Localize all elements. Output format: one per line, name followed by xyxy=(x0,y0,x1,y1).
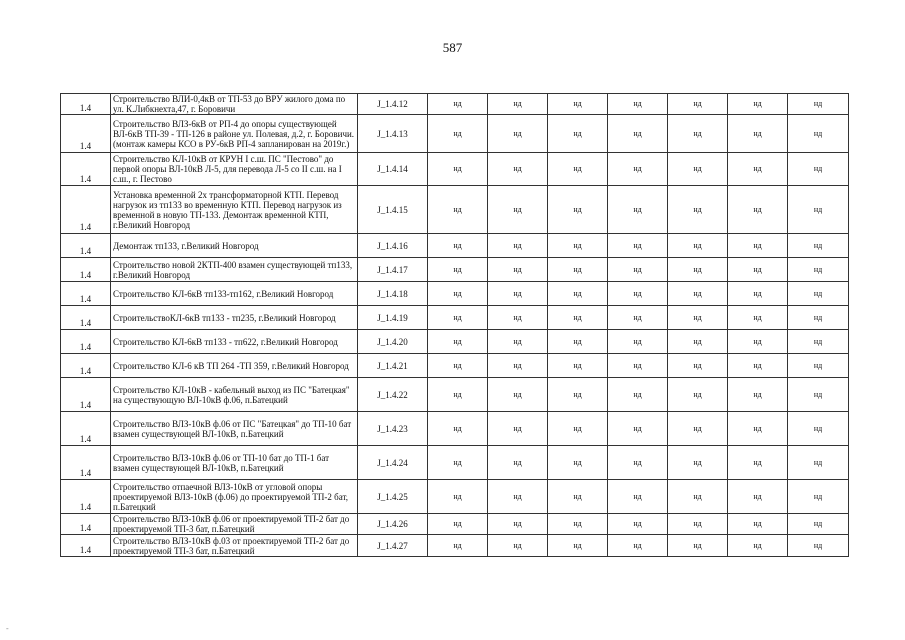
project-name-text: Строительство ВЛИ-0,4кВ от ТП-53 до ВРУ жилого дома по ул. К.Либкнехта,47, г. Боровичи xyxy=(113,94,346,114)
project-code-cell: J_1.4.25 xyxy=(358,480,428,514)
table-row xyxy=(61,258,849,282)
value-cell: нд xyxy=(668,153,728,186)
value-cell: нд xyxy=(608,94,668,115)
value-cell: нд xyxy=(788,115,849,153)
value-cell: нд xyxy=(668,306,728,330)
value-cell: нд xyxy=(548,306,608,330)
value-cell: нд xyxy=(788,234,849,258)
value-cell: нд xyxy=(608,258,668,282)
value-cell: нд xyxy=(788,412,849,446)
section-cell: 1.4 xyxy=(61,535,111,557)
table-row xyxy=(61,153,849,186)
value-cell: нд xyxy=(428,186,488,234)
project-name-cell xyxy=(111,115,358,153)
section-cell: 1.4 xyxy=(61,234,111,258)
value-cell: нд xyxy=(488,153,548,186)
table-row xyxy=(61,378,849,412)
section-cell: 1.4 xyxy=(61,378,111,412)
value-cell: нд xyxy=(668,354,728,378)
value-cell: нд xyxy=(608,412,668,446)
project-code-cell: J_1.4.23 xyxy=(358,412,428,446)
value-cell: нд xyxy=(608,480,668,514)
project-code-cell: J_1.4.14 xyxy=(358,153,428,186)
project-name-cell xyxy=(111,258,358,282)
value-cell: нд xyxy=(608,354,668,378)
value-cell: нд xyxy=(668,480,728,514)
value-cell: нд xyxy=(728,354,788,378)
section-cell: 1.4 xyxy=(61,306,111,330)
project-code-cell: J_1.4.20 xyxy=(358,330,428,354)
project-code-cell: J_1.4.26 xyxy=(358,514,428,535)
value-cell: нд xyxy=(608,446,668,480)
value-cell: нд xyxy=(728,446,788,480)
table-row xyxy=(61,115,849,153)
project-name-text: Строительство КЛ-10кВ - кабельный выход из ПС "Батецкая" на существующую ВЛ-10кВ ф.06, п.Батецкий xyxy=(113,384,350,405)
value-cell: нд xyxy=(728,258,788,282)
value-cell: нд xyxy=(668,94,728,115)
section-cell: 1.4 xyxy=(61,514,111,535)
value-cell: нд xyxy=(488,234,548,258)
value-cell: нд xyxy=(428,446,488,480)
value-cell: нд xyxy=(548,94,608,115)
value-cell: нд xyxy=(788,446,849,480)
value-cell: нд xyxy=(668,258,728,282)
value-cell: нд xyxy=(608,115,668,153)
section-cell: 1.4 xyxy=(61,258,111,282)
project-name-cell xyxy=(111,412,358,446)
page-number: 587 xyxy=(442,40,463,55)
project-name-text: Строительство ВЛЗ-10кВ ф.03 от проектируемой ТП-2 бат до проектируемой ТП-3 бат, п.Батецкий xyxy=(113,535,350,556)
project-name-text: Строительство ВЛЗ-6кВ от РП-4 до опоры существующей ВЛ-6кВ ТП-39 - ТП-126 в районе ул. Полевая, д.2, г. Боровичи. (монтаж камеры КСО в РУ-6кВ РП-4 запланирован на 2019г.) xyxy=(113,118,355,149)
value-cell: нд xyxy=(488,378,548,412)
value-cell: нд xyxy=(548,378,608,412)
project-name-text: Строительство отпаечной ВЛЗ-10кВ от угловой опоры проектируемой ВЛЗ-10кВ (ф.06) до проектируемой ТП-2 бат, п.Батецкий xyxy=(113,481,349,512)
value-cell: нд xyxy=(728,115,788,153)
project-name-cell xyxy=(111,282,358,306)
value-cell: нд xyxy=(488,115,548,153)
value-cell: нд xyxy=(668,330,728,354)
project-name-cell xyxy=(111,94,358,115)
project-name-cell xyxy=(111,330,358,354)
project-name-text: Строительство ВЛЗ-10кВ ф.06 от ПС "Батецкая" до ТП-10 бат взамен существующей ВЛ-10кВ, п.Батецкий xyxy=(113,418,352,439)
value-cell: нд xyxy=(548,514,608,535)
value-cell: нд xyxy=(428,535,488,557)
project-name-cell xyxy=(111,234,358,258)
project-name-text: Строительство КЛ-10кВ от КРУН I с.ш. ПС "Пестово" до первой опоры ВЛ-10кВ Л-5, для перевода Л-5 со II с.ш. на I с.ш., г. Пестово xyxy=(113,154,342,184)
project-name-cell xyxy=(111,354,358,378)
value-cell: нд xyxy=(788,258,849,282)
value-cell: нд xyxy=(728,94,788,115)
value-cell: нд xyxy=(488,330,548,354)
project-name-cell xyxy=(111,186,358,234)
value-cell: нд xyxy=(728,282,788,306)
value-cell: нд xyxy=(488,446,548,480)
section-cell: 1.4 xyxy=(61,115,111,153)
table-row xyxy=(61,94,849,115)
value-cell: нд xyxy=(548,115,608,153)
value-cell: нд xyxy=(608,282,668,306)
value-cell: нд xyxy=(728,330,788,354)
project-name-cell xyxy=(111,535,358,557)
value-cell: нд xyxy=(668,514,728,535)
table-body xyxy=(61,94,849,557)
project-code-cell: J_1.4.22 xyxy=(358,378,428,412)
value-cell: нд xyxy=(428,94,488,115)
value-cell: нд xyxy=(488,306,548,330)
project-name-text: Строительство КЛ-6кВ тп133-тп162, г.Великий Новгород xyxy=(113,288,334,299)
project-code-cell: J_1.4.12 xyxy=(358,94,428,115)
value-cell: нд xyxy=(668,446,728,480)
table-row xyxy=(61,330,849,354)
margin-mark: - xyxy=(6,624,9,633)
value-cell: нд xyxy=(548,535,608,557)
table-row xyxy=(61,535,849,557)
value-cell: нд xyxy=(428,115,488,153)
value-cell: нд xyxy=(428,354,488,378)
value-cell: нд xyxy=(428,330,488,354)
project-code-cell: J_1.4.27 xyxy=(358,535,428,557)
value-cell: нд xyxy=(788,480,849,514)
value-cell: нд xyxy=(428,480,488,514)
value-cell: нд xyxy=(548,186,608,234)
value-cell: нд xyxy=(788,514,849,535)
value-cell: нд xyxy=(728,535,788,557)
value-cell: нд xyxy=(548,282,608,306)
section-cell: 1.4 xyxy=(61,153,111,186)
project-name-cell xyxy=(111,480,358,514)
table-row xyxy=(61,234,849,258)
section-cell: 1.4 xyxy=(61,354,111,378)
project-code-cell: J_1.4.19 xyxy=(358,306,428,330)
investment-table xyxy=(60,93,849,557)
table-row xyxy=(61,412,849,446)
value-cell: нд xyxy=(488,186,548,234)
value-cell: нд xyxy=(668,234,728,258)
value-cell: нд xyxy=(788,306,849,330)
table-row xyxy=(61,354,849,378)
value-cell: нд xyxy=(608,153,668,186)
value-cell: нд xyxy=(788,186,849,234)
value-cell: нд xyxy=(728,234,788,258)
project-name-cell xyxy=(111,378,358,412)
project-code-cell: J_1.4.21 xyxy=(358,354,428,378)
value-cell: нд xyxy=(428,412,488,446)
value-cell: нд xyxy=(548,480,608,514)
section-cell: 1.4 xyxy=(61,446,111,480)
value-cell: нд xyxy=(488,258,548,282)
project-name-text: Строительство ВЛЗ-10кВ ф.06 от ТП-10 бат до ТП-1 бат взамен существующей ВЛ-10кВ, п.Батецкий xyxy=(113,452,330,473)
table-row xyxy=(61,446,849,480)
value-cell: нд xyxy=(488,535,548,557)
project-name-cell xyxy=(111,514,358,535)
value-cell: нд xyxy=(428,378,488,412)
project-code-cell: J_1.4.15 xyxy=(358,186,428,234)
value-cell: нд xyxy=(548,330,608,354)
project-name-text: СтроительствоКЛ-6кВ тп133 - тп235, г.Великий Новгород xyxy=(113,312,336,323)
value-cell: нд xyxy=(788,535,849,557)
value-cell: нд xyxy=(608,378,668,412)
value-cell: нд xyxy=(548,234,608,258)
value-cell: нд xyxy=(728,378,788,412)
value-cell: нд xyxy=(788,282,849,306)
value-cell: нд xyxy=(488,480,548,514)
project-name-text: Строительство ВЛЗ-10кВ ф.06 от проектируемой ТП-2 бат до проектируемой ТП-3 бат, п.Батецкий xyxy=(113,514,350,534)
section-cell: 1.4 xyxy=(61,480,111,514)
value-cell: нд xyxy=(488,282,548,306)
project-code-cell: J_1.4.17 xyxy=(358,258,428,282)
value-cell: нд xyxy=(548,258,608,282)
table-row xyxy=(61,480,849,514)
project-name-cell xyxy=(111,153,358,186)
project-name-text: Строительство новой 2КТП-400 взамен существующей тп133, г.Великий Новгород xyxy=(113,259,353,280)
value-cell: нд xyxy=(608,330,668,354)
value-cell: нд xyxy=(788,378,849,412)
value-cell: нд xyxy=(428,306,488,330)
value-cell: нд xyxy=(428,234,488,258)
value-cell: нд xyxy=(728,186,788,234)
value-cell: нд xyxy=(788,354,849,378)
value-cell: нд xyxy=(788,153,849,186)
table-row xyxy=(61,514,849,535)
value-cell: нд xyxy=(488,94,548,115)
value-cell: нд xyxy=(488,514,548,535)
project-name-cell xyxy=(111,306,358,330)
section-cell: 1.4 xyxy=(61,330,111,354)
table-row xyxy=(61,306,849,330)
value-cell: нд xyxy=(728,153,788,186)
value-cell: нд xyxy=(488,354,548,378)
project-code-cell: J_1.4.24 xyxy=(358,446,428,480)
value-cell: нд xyxy=(428,282,488,306)
project-name-cell xyxy=(111,446,358,480)
value-cell: нд xyxy=(608,234,668,258)
value-cell: нд xyxy=(548,354,608,378)
project-code-cell: J_1.4.16 xyxy=(358,234,428,258)
value-cell: нд xyxy=(548,412,608,446)
value-cell: нд xyxy=(428,514,488,535)
value-cell: нд xyxy=(788,94,849,115)
value-cell: нд xyxy=(428,153,488,186)
value-cell: нд xyxy=(608,306,668,330)
value-cell: нд xyxy=(728,514,788,535)
value-cell: нд xyxy=(668,378,728,412)
value-cell: нд xyxy=(668,282,728,306)
value-cell: нд xyxy=(728,412,788,446)
project-name-text: Демонтаж тп133, г.Великий Новгород xyxy=(113,240,259,251)
section-cell: 1.4 xyxy=(61,282,111,306)
project-name-text: Установка временной 2х трансформаторной КТП. Перевод нагрузок из тп133 во временную КТП. Перевод нагрузок из временной в новую ТП-133. Демонтаж временной КТП, г.Великий Новгород xyxy=(113,189,342,230)
section-cell: 1.4 xyxy=(61,412,111,446)
value-cell: нд xyxy=(668,186,728,234)
project-code-cell: J_1.4.13 xyxy=(358,115,428,153)
project-name-text: Строительство КЛ-6 кВ ТП 264 -ТП 359, г.Великий Новгород xyxy=(113,360,349,371)
value-cell: нд xyxy=(608,514,668,535)
value-cell: нд xyxy=(488,412,548,446)
table-row xyxy=(61,282,849,306)
value-cell: нд xyxy=(728,306,788,330)
value-cell: нд xyxy=(668,535,728,557)
value-cell: нд xyxy=(428,258,488,282)
value-cell: нд xyxy=(548,446,608,480)
table-row xyxy=(61,186,849,234)
section-cell: 1.4 xyxy=(61,186,111,234)
section-cell: 1.4 xyxy=(61,94,111,115)
project-code-cell: J_1.4.18 xyxy=(358,282,428,306)
value-cell: нд xyxy=(668,412,728,446)
value-cell: нд xyxy=(788,330,849,354)
value-cell: нд xyxy=(728,480,788,514)
value-cell: нд xyxy=(608,186,668,234)
value-cell: нд xyxy=(548,153,608,186)
project-name-text: Строительство КЛ-6кВ тп133 - тп622, г.Великий Новгород xyxy=(113,336,338,347)
value-cell: нд xyxy=(608,535,668,557)
value-cell: нд xyxy=(668,115,728,153)
